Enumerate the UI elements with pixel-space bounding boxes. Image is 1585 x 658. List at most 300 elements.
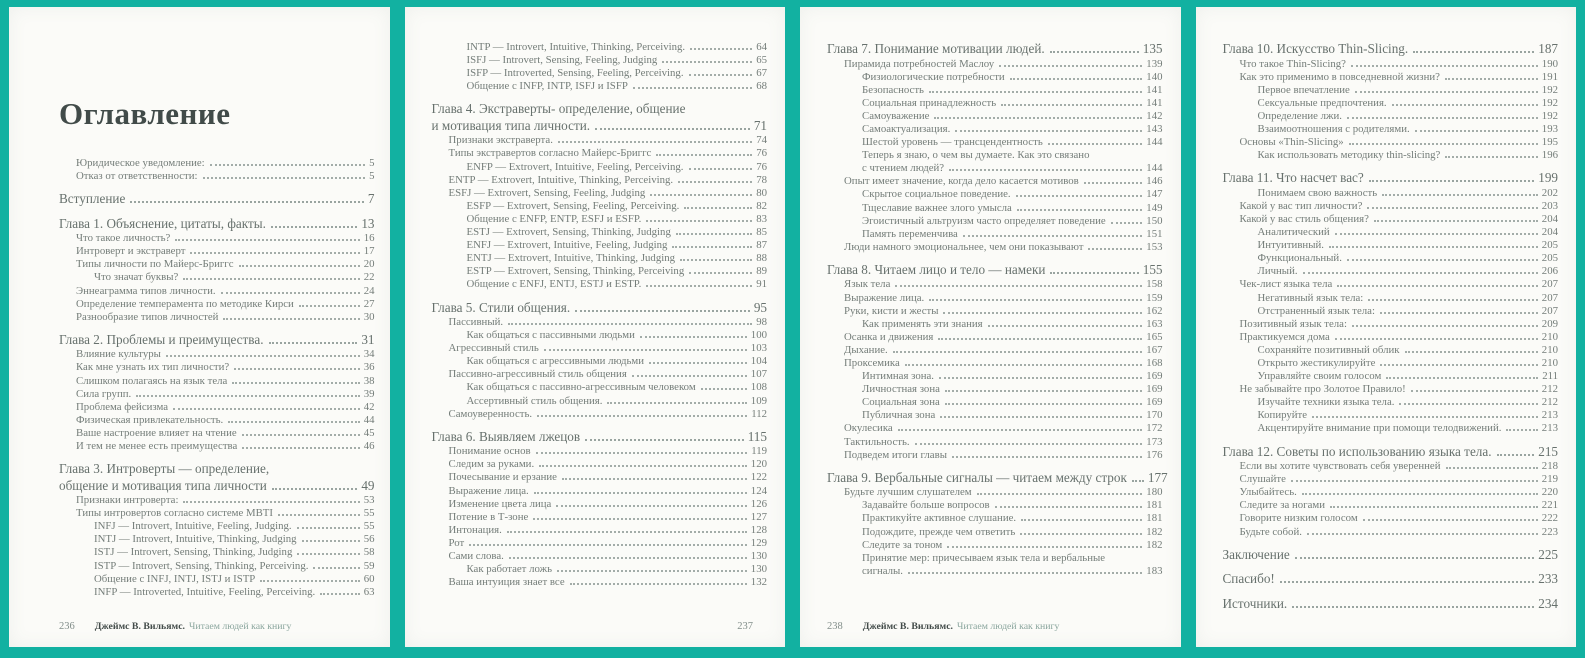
- entry-text: Ваше настроение влияет на чтение: [76, 426, 237, 439]
- entry-text: Следите за тоном: [862, 538, 943, 551]
- dot-leader: [701, 388, 747, 390]
- dot-leader: [1411, 390, 1538, 392]
- dot-leader: [1351, 65, 1538, 67]
- entry-page-number: 64: [756, 41, 767, 53]
- entry-text: Личностная зона: [862, 383, 940, 396]
- entry-text: Пирамида потребностей Маслоу: [844, 57, 995, 70]
- entry-text: Глава 12. Советы по использованию языка тела.: [1222, 443, 1492, 459]
- toc-entry: [432, 316, 768, 329]
- toc-entry: [432, 80, 768, 93]
- dot-leader: [1016, 195, 1143, 197]
- toc-entry: [827, 436, 1163, 449]
- footer-author: Джеймс В. Вильямс.: [862, 621, 953, 632]
- entry-page-number: 135: [1142, 41, 1163, 56]
- entry-page-number: 141: [1146, 96, 1163, 109]
- entry-page-number: 142: [1146, 109, 1163, 122]
- toc-entry: [827, 202, 1163, 215]
- entry-page-number: 182: [1146, 525, 1163, 538]
- entry-page-number: 169: [1146, 383, 1163, 396]
- dot-leader: [1335, 338, 1538, 340]
- toc-entry: [432, 226, 768, 239]
- entry-text: Что такое Thin-Slicing?: [1239, 57, 1346, 70]
- dot-leader: [1369, 180, 1534, 182]
- entry-text: ESTP — Extrovert, Sensing, Thinking, Perceiving: [466, 265, 685, 278]
- toc-list: [432, 41, 768, 589]
- toc-entry: [432, 576, 768, 589]
- entry-page-number: 36: [363, 361, 375, 374]
- book-page-1: [9, 7, 390, 647]
- entry-page-number: 144: [1146, 136, 1163, 149]
- toc-entry: [1223, 460, 1559, 473]
- dot-leader: [646, 285, 752, 287]
- toc-entry: [827, 241, 1163, 254]
- entry-page-number: 209: [1541, 317, 1558, 330]
- toc-entry: [432, 563, 768, 576]
- entry-text: INFP — Introverted, Intuitive, Feeling, Perceiving.: [94, 585, 316, 598]
- toc-entry: [1223, 499, 1559, 512]
- entry-page-number: 212: [1541, 383, 1558, 396]
- toc-entry: [1223, 292, 1559, 305]
- dot-leader: [297, 527, 360, 529]
- dot-leader: [676, 233, 752, 235]
- toc-entry: [1223, 305, 1559, 318]
- entry-page-number: 204: [1541, 226, 1558, 239]
- toc-entry: [59, 427, 375, 440]
- entry-text: Эгоистичный альтруизм часто определяет поведение: [862, 214, 1106, 227]
- dot-leader: [1445, 156, 1537, 158]
- entry-text: INTP — Introvert, Intuitive, Thinking, Perceiving.: [466, 41, 686, 53]
- dot-leader: [938, 338, 1142, 340]
- entry-page-number: 115: [747, 428, 767, 444]
- toc-chapter-entry: [827, 262, 1163, 279]
- entry-page-number: 146: [1146, 175, 1163, 188]
- toc-entry: [827, 58, 1163, 71]
- toc-entry: [1223, 265, 1559, 278]
- dot-leader: [320, 593, 360, 595]
- entry-page-number: 103: [750, 342, 767, 355]
- dot-leader: [1374, 220, 1538, 222]
- entry-page-number: 68: [756, 80, 767, 93]
- dot-leader: [234, 368, 360, 370]
- entry-text: Глава 2. Проблемы и преимущества.: [59, 331, 264, 347]
- toc-entry: [827, 188, 1163, 201]
- toc-entry: [432, 134, 768, 147]
- dot-leader: [955, 130, 1142, 132]
- entry-text: Глава 1. Объяснение, цитаты, факты.: [59, 215, 266, 231]
- entry-text: Как общаться с пассивными людьми: [466, 329, 635, 342]
- dot-leader: [136, 395, 360, 397]
- entry-page-number: 88: [756, 252, 767, 265]
- entry-text: ENTP — Extrovert, Intuitive, Thinking, Perceiving.: [448, 173, 674, 186]
- book-page-3: [800, 7, 1181, 647]
- entry-page-number: 107: [750, 368, 767, 381]
- dot-leader: [302, 540, 360, 542]
- dot-leader: [1445, 78, 1538, 80]
- entry-text: ESTJ — Extrovert, Sensing, Thinking, Judging: [466, 226, 671, 239]
- entry-text: Глава 6. Выявляем лжецов: [431, 428, 581, 444]
- entry-text: Задавайте больше вопросов: [862, 499, 990, 512]
- toc-chapter-entry: [1223, 596, 1559, 613]
- dot-leader: [272, 488, 357, 490]
- dot-leader: [646, 220, 752, 222]
- dot-leader: [1380, 364, 1537, 366]
- toc-entry: [59, 232, 375, 245]
- page-footer: [59, 621, 374, 632]
- entry-text: ENFP — Extrovert, Intuitive, Feeling, Perceiving.: [466, 160, 684, 173]
- entry-text: Самоуважение: [862, 109, 930, 122]
- entry-text: Глава 11. Что насчет вас?: [1222, 170, 1364, 186]
- entry-text: Акцентируйте внимание при помощи телодвижений.: [1257, 422, 1502, 435]
- dot-leader: [995, 506, 1143, 508]
- entry-text: Слишком полагаясь на язык тела: [76, 374, 228, 387]
- toc-chapter-entry: [1223, 170, 1559, 187]
- entry-text: Окулесика: [844, 422, 893, 435]
- entry-page-number: 5: [369, 157, 375, 169]
- dot-leader: [175, 239, 359, 241]
- dot-leader: [469, 544, 747, 546]
- entry-text: ENTJ — Extrovert, Intuitive, Thinking, Judging: [466, 252, 676, 265]
- toc-entry: [59, 157, 375, 170]
- entry-text: Как использовать методику thin-slicing?: [1257, 149, 1441, 162]
- entry-text: Память переменчива: [862, 227, 958, 240]
- toc-entry: [1223, 84, 1559, 97]
- dot-leader: [228, 421, 359, 423]
- dot-leader: [988, 325, 1143, 327]
- toc-entry: [827, 526, 1163, 539]
- dot-leader: [533, 518, 747, 520]
- entry-text: Ваша интуиция знает все: [448, 576, 565, 589]
- entry-page-number: 5: [369, 170, 375, 183]
- toc-entry: [827, 486, 1163, 499]
- toc-entry: [827, 357, 1163, 370]
- entry-text: Копируйте: [1257, 409, 1308, 422]
- entry-page-number: 130: [750, 563, 767, 576]
- entry-text: Сами слова.: [448, 550, 504, 562]
- entry-page-number: 183: [1146, 564, 1163, 577]
- dot-leader: [633, 87, 752, 89]
- toc-entry: [827, 228, 1163, 241]
- dot-leader: [680, 259, 752, 261]
- entry-page-number: 130: [750, 550, 767, 562]
- dot-leader: [999, 65, 1142, 67]
- entry-page-number: 180: [1146, 486, 1163, 499]
- dot-leader: [173, 408, 360, 410]
- entry-page-number: 83: [756, 212, 767, 225]
- entry-page-number: 150: [1146, 214, 1163, 227]
- entry-text: Опыт имеет значение, когда дело касается мотивов: [844, 175, 1079, 188]
- entry-page-number: 211: [1542, 370, 1558, 383]
- entry-text: Какой у вас стиль общения?: [1239, 212, 1369, 225]
- dot-leader: [1020, 533, 1142, 535]
- entry-page-number: 176: [1146, 448, 1163, 461]
- dot-leader: [557, 570, 747, 572]
- dot-leader: [537, 415, 747, 417]
- dot-leader: [1295, 557, 1534, 559]
- dot-leader: [895, 285, 1142, 287]
- dot-leader: [1382, 194, 1538, 196]
- entry-text: Типы личности по Майерс-Бриггс: [76, 258, 234, 271]
- entry-text: Физическая привлекательность.: [76, 413, 224, 426]
- toc-entry: [827, 149, 1163, 175]
- entry-text: Как мне узнать их тип личности?: [76, 361, 230, 374]
- entry-page-number: 44: [363, 413, 375, 426]
- toc-entry: [59, 170, 375, 183]
- dot-leader: [640, 336, 747, 338]
- entry-text: Осанка и движения: [844, 330, 934, 343]
- toc-entry: [432, 54, 768, 67]
- toc-entry: [432, 408, 768, 421]
- dot-leader: [893, 351, 1143, 353]
- dot-leader: [1001, 104, 1142, 106]
- dot-leader: [678, 181, 752, 183]
- dot-leader: [260, 580, 359, 582]
- entry-text: Признаки экстраверта.: [448, 134, 553, 147]
- toc-entry: [827, 318, 1163, 331]
- toc-chapter-entry: [432, 300, 768, 317]
- dot-leader: [1329, 246, 1538, 248]
- toc-entry: [1223, 213, 1559, 226]
- dot-leader: [1017, 209, 1143, 211]
- entry-text: INTJ — Introvert, Intuitive, Thinking, Judging: [94, 533, 297, 546]
- entry-text: Глава 7. Понимание мотивации людей.: [827, 41, 1045, 56]
- entry-text: Безопасность: [862, 83, 924, 96]
- entry-text: Почесывание и ерзание: [448, 471, 557, 484]
- toc-entry: [1223, 97, 1559, 110]
- entry-page-number: 53: [363, 494, 375, 507]
- entry-text: Взаимоотношения с родителями.: [1257, 122, 1410, 135]
- entry-page-number: 55: [363, 520, 375, 533]
- entry-page-number: 207: [1541, 278, 1558, 291]
- dot-leader: [947, 546, 1142, 548]
- entry-text: Скрытое социальное поведение.: [862, 188, 1011, 201]
- toc-entry: [827, 422, 1163, 435]
- entry-text: Разнообразие типов личностей: [76, 310, 219, 323]
- entry-text: Проксемика: [844, 356, 900, 369]
- dot-leader: [945, 390, 1142, 392]
- toc-entry: [59, 271, 375, 284]
- entry-text: Общение с INFJ, INTJ, ISTJ и ISTP: [94, 572, 256, 585]
- toc-entry: [432, 485, 768, 498]
- toc-entry: [827, 278, 1163, 291]
- entry-text: Шестой уровень — трансцендентность: [862, 136, 1043, 149]
- dot-leader: [313, 567, 359, 569]
- entry-text: Выражение лица.: [844, 291, 925, 304]
- entry-page-number: 165: [1146, 330, 1163, 343]
- entry-page-number: 205: [1541, 239, 1558, 252]
- entry-text: Глава 5. Стили общения.: [431, 299, 571, 315]
- entry-text: Подведем итоги главы: [844, 448, 947, 461]
- entry-page-number: 126: [750, 497, 767, 510]
- entry-text: Источники.: [1222, 595, 1288, 611]
- dot-leader: [929, 299, 1142, 301]
- toc-entry: [1223, 200, 1559, 213]
- entry-page-number: 100: [750, 329, 767, 342]
- dot-leader: [1446, 467, 1538, 469]
- entry-text: Глава 3. Интроверты — определение,: [59, 461, 270, 477]
- entry-page-number: 17: [363, 245, 375, 258]
- entry-page-number: 162: [1146, 304, 1163, 317]
- dot-leader: [1021, 519, 1142, 521]
- entry-text: Понимание основ: [448, 445, 531, 458]
- entry-text: Не забывайте про Золотое Правило!: [1239, 383, 1406, 396]
- entry-text: Чек-лист языка тела: [1239, 278, 1333, 291]
- dot-leader: [1335, 233, 1538, 235]
- page-number: 238: [827, 621, 843, 632]
- entry-page-number: 46: [363, 440, 375, 452]
- dot-leader: [223, 318, 359, 320]
- entry-page-number: 206: [1541, 265, 1558, 278]
- entry-text: Как общаться с пассивно-агрессивным человеком: [466, 381, 696, 394]
- entry-page-number: 82: [756, 199, 767, 212]
- dot-leader: [1111, 222, 1143, 224]
- entry-text: Слушайте: [1239, 473, 1286, 486]
- dot-leader: [271, 226, 357, 228]
- entry-text: Основы «Thin-Slicing»: [1239, 136, 1344, 149]
- entry-page-number: 128: [750, 523, 767, 536]
- entry-text: Принятие мер: причесываем язык тела и вербальные: [862, 551, 1106, 564]
- dot-leader: [1050, 272, 1138, 274]
- entry-page-number: 181: [1146, 499, 1163, 512]
- entry-text: Интроверт и экстраверт: [76, 245, 186, 258]
- dot-leader: [943, 312, 1142, 314]
- entry-text: Интимная зона.: [862, 370, 935, 383]
- entry-text: общение и мотивация типа личности: [59, 477, 267, 493]
- entry-page-number: 87: [756, 239, 767, 252]
- entry-page-number: 192: [1541, 109, 1558, 122]
- page-footer: [827, 621, 1165, 632]
- entry-text: Подождите, прежде чем ответить: [862, 525, 1016, 538]
- dot-leader: [183, 278, 359, 280]
- entry-page-number: 34: [363, 348, 375, 361]
- dot-leader: [203, 177, 366, 179]
- entry-text: Общение с ENFJ, ENTJ, ESTJ и ESTP.: [466, 278, 642, 291]
- entry-page-number: 16: [363, 232, 375, 245]
- dot-leader: [575, 310, 750, 312]
- entry-page-number: 120: [750, 458, 767, 471]
- dot-leader: [684, 207, 752, 209]
- toc-entry: [59, 560, 375, 573]
- entry-text: Глава 9. Вербальные сигналы — читаем между строк: [827, 469, 1127, 485]
- toc-entry: [827, 175, 1163, 188]
- entry-text: Выражение лица.: [448, 484, 529, 497]
- dot-leader: [1292, 606, 1534, 608]
- entry-page-number: 112: [751, 407, 767, 420]
- entry-page-number: 167: [1146, 343, 1163, 356]
- dot-leader: [915, 443, 1143, 445]
- toc-entry: [432, 200, 768, 213]
- entry-text: Ассертивный стиль общения.: [466, 394, 603, 407]
- dot-leader: [905, 364, 1143, 366]
- toc-entry: [432, 498, 768, 511]
- dot-leader: [1330, 506, 1538, 508]
- dot-leader: [558, 141, 752, 143]
- entry-text: Глава 10. Искусство Thin-Slicing.: [1222, 41, 1409, 56]
- entry-page-number: 56: [363, 533, 375, 546]
- toc-entry: [59, 311, 375, 324]
- entry-text: Будьте лучшим слушателем: [844, 486, 972, 499]
- entry-page-number: 192: [1541, 96, 1558, 109]
- toc-entry: [1223, 526, 1559, 539]
- toc-entry: [1223, 252, 1559, 265]
- dot-leader: [509, 557, 747, 559]
- toc-entry: [1223, 370, 1559, 383]
- toc-entry: [1223, 71, 1559, 84]
- entry-page-number: 202: [1541, 186, 1558, 199]
- entry-page-number: 207: [1541, 291, 1558, 304]
- dot-leader: [1132, 480, 1144, 482]
- dot-leader: [607, 402, 746, 404]
- toc-entry: [1223, 383, 1559, 396]
- entry-text: Тщеславие важнее злого умысла: [862, 201, 1012, 214]
- toc-entry: [59, 258, 375, 271]
- toc-entry: [1223, 278, 1559, 291]
- entry-text: ENFJ — Extrovert, Intuitive, Feeling, Judging: [466, 239, 668, 252]
- entry-text: Интуитивный.: [1257, 239, 1324, 252]
- dot-leader: [1280, 581, 1534, 583]
- toc-entry: [432, 265, 768, 278]
- dot-leader: [297, 553, 359, 555]
- toc-list: [1223, 41, 1559, 612]
- dot-leader: [689, 272, 752, 274]
- entry-text: Отстраненный язык тела:: [1257, 304, 1375, 317]
- dot-leader: [1010, 78, 1143, 80]
- entry-text: Какой у вас тип личности?: [1239, 199, 1363, 212]
- entry-text: Что значат буквы?: [94, 271, 179, 284]
- entry-page-number: 172: [1146, 422, 1163, 435]
- entry-text: Интонация.: [448, 523, 502, 536]
- entry-text: Агрессивный стиль: [448, 342, 539, 355]
- dot-leader: [963, 235, 1142, 237]
- entry-text: Руки, кисти и жесты: [844, 304, 939, 317]
- entry-page-number: 24: [363, 284, 375, 297]
- entry-page-number: 89: [756, 265, 767, 278]
- dot-leader: [650, 194, 752, 196]
- entry-page-number: 59: [363, 559, 375, 572]
- toc-entry: [1223, 58, 1559, 71]
- dot-leader: [1399, 403, 1537, 405]
- dot-leader: [649, 362, 747, 364]
- entry-page-number: 76: [756, 147, 767, 160]
- dot-leader: [908, 572, 1142, 574]
- toc-entry: [1223, 149, 1559, 162]
- entry-text: Определение лжи.: [1257, 109, 1342, 122]
- toc-entry: [1223, 357, 1559, 370]
- page-title: Оглавление: [59, 96, 231, 131]
- dot-leader: [1347, 259, 1538, 261]
- dot-leader: [1363, 519, 1538, 521]
- dot-leader: [1386, 377, 1538, 379]
- dot-leader: [1413, 51, 1534, 53]
- dot-leader: [940, 416, 1142, 418]
- entry-page-number: 192: [1541, 83, 1558, 96]
- entry-page-number: 132: [750, 576, 767, 589]
- entry-text: Следим за руками.: [448, 458, 535, 471]
- entry-page-number: 155: [1142, 261, 1163, 277]
- toc-entry: [432, 174, 768, 187]
- entry-text: Негативный язык тела:: [1257, 291, 1364, 304]
- toc-entry: [432, 67, 768, 80]
- dot-leader: [299, 305, 360, 307]
- entry-text: Изучайте техники языка тела.: [1257, 396, 1395, 409]
- entry-page-number: 168: [1146, 356, 1163, 369]
- dot-leader: [210, 164, 365, 166]
- toc-chapter-entry: [827, 469, 1168, 487]
- entry-text: Глава 4. Экстраверты- определение, общение: [431, 101, 686, 117]
- entry-text: Пассивный.: [448, 316, 504, 328]
- dot-leader: [656, 154, 752, 156]
- entry-text: Теперь я знаю, о чем вы думаете. Как это связано: [862, 149, 1090, 162]
- entry-page-number: 187: [1538, 41, 1558, 56]
